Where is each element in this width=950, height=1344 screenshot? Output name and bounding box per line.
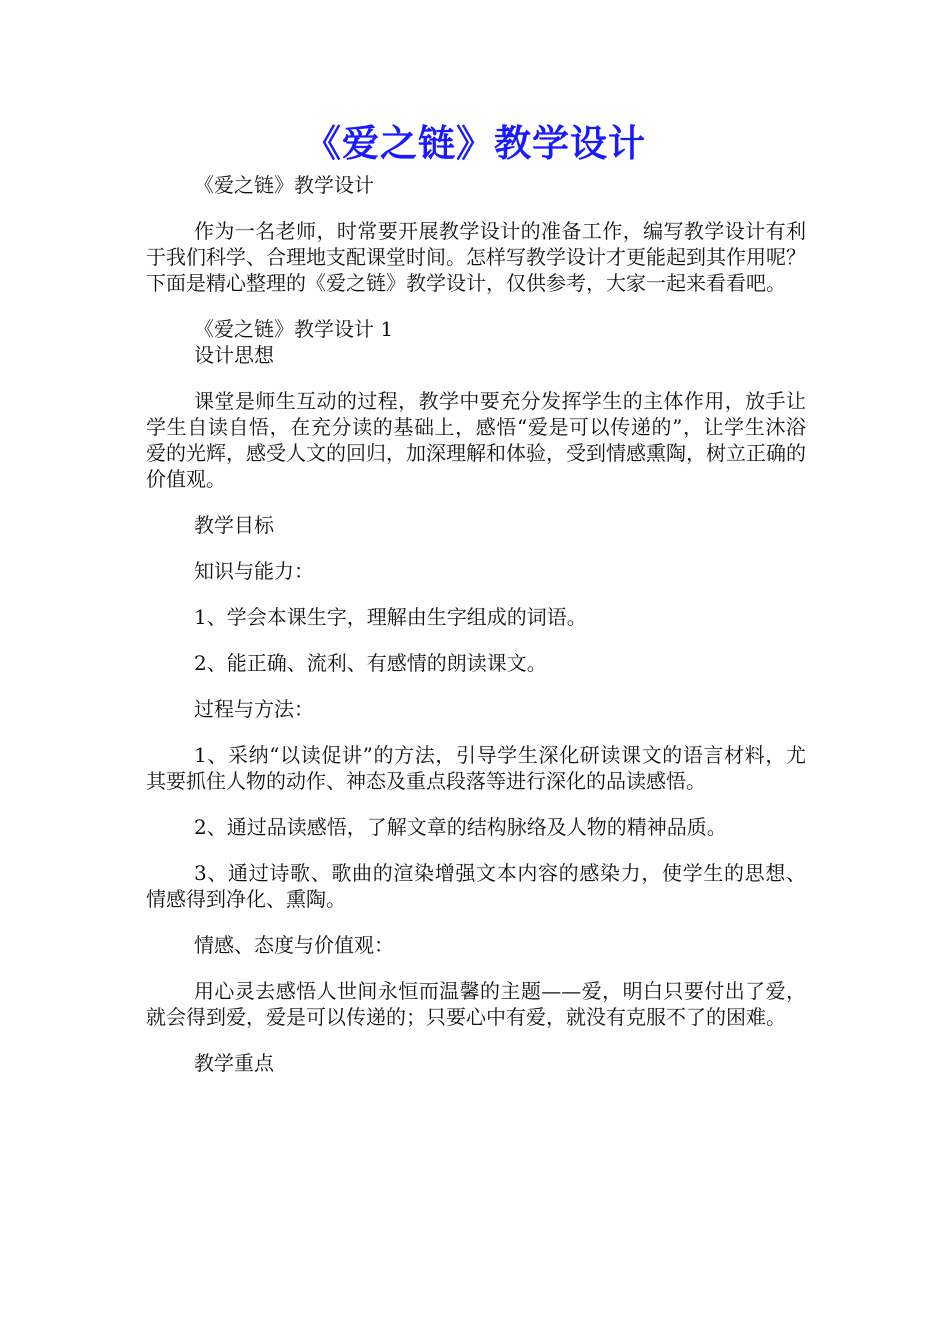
document-title: 《爱之链》教学设计 <box>304 122 646 165</box>
paragraph-section-heading: 《爱之链》教学设计 1 <box>194 317 394 341</box>
paragraph-emotion: 用心灵去感悟人世间永恒而温馨的主题——爱，明白只要付出了爱，就会得到爱，爱是可以传递的；只要心中有爱，就没有克服不了的困难。 <box>146 979 806 1029</box>
paragraph-design-idea-heading: 设计思想 <box>194 343 274 367</box>
paragraph-process-3: 3、通过诗歌、歌曲的渲染增强文本内容的感染力，使学生的思想、情感得到净化、熏陶。 <box>146 861 806 911</box>
paragraph-key-points-heading: 教学重点 <box>194 1051 274 1075</box>
paragraph-subtitle: 《爱之链》教学设计 <box>194 173 374 197</box>
paragraph-knowledge-2: 2、能正确、流利、有感情的朗读课文。 <box>194 651 547 675</box>
document-body <box>146 172 806 1076</box>
paragraph-design-idea: 课堂是师生互动的过程，教学中要充分发挥学生的主体作用，放手让学生自读自悟，在充分读的基础上，感悟“爱是可以传递的”，让学生沐浴爱的光辉，感受人文的回归，加深理解和体验，受到情感熏陶，树立正确的价值观。 <box>146 389 806 491</box>
paragraph-process-heading: 过程与方法： <box>194 697 314 721</box>
paragraph-process-1: 1、采纳“以读促讲”的方法，引导学生深化研读课文的语言材料，尤其要抓住人物的动作、神态及重点段落等进行深化的品读感悟。 <box>146 743 806 793</box>
paragraph-intro: 作为一名老师，时常要开展教学设计的准备工作，编写教学设计有利于我们科学、合理地支配课堂时间。怎样写教学设计才更能起到其作用呢？下面是精心整理的《爱之链》教学设计，仅供参考，大家一起来看看吧。 <box>146 219 806 295</box>
paragraph-knowledge-heading: 知识与能力： <box>194 559 314 583</box>
paragraph-knowledge-1: 1、学会本课生字，理解由生字组成的词语。 <box>194 605 587 629</box>
paragraph-emotion-heading: 情感、态度与价值观： <box>194 933 394 957</box>
paragraph-process-2: 2、通过品读感悟，了解文章的结构脉络及人物的精神品质。 <box>194 815 727 839</box>
paragraph-goals-heading: 教学目标 <box>194 513 274 537</box>
